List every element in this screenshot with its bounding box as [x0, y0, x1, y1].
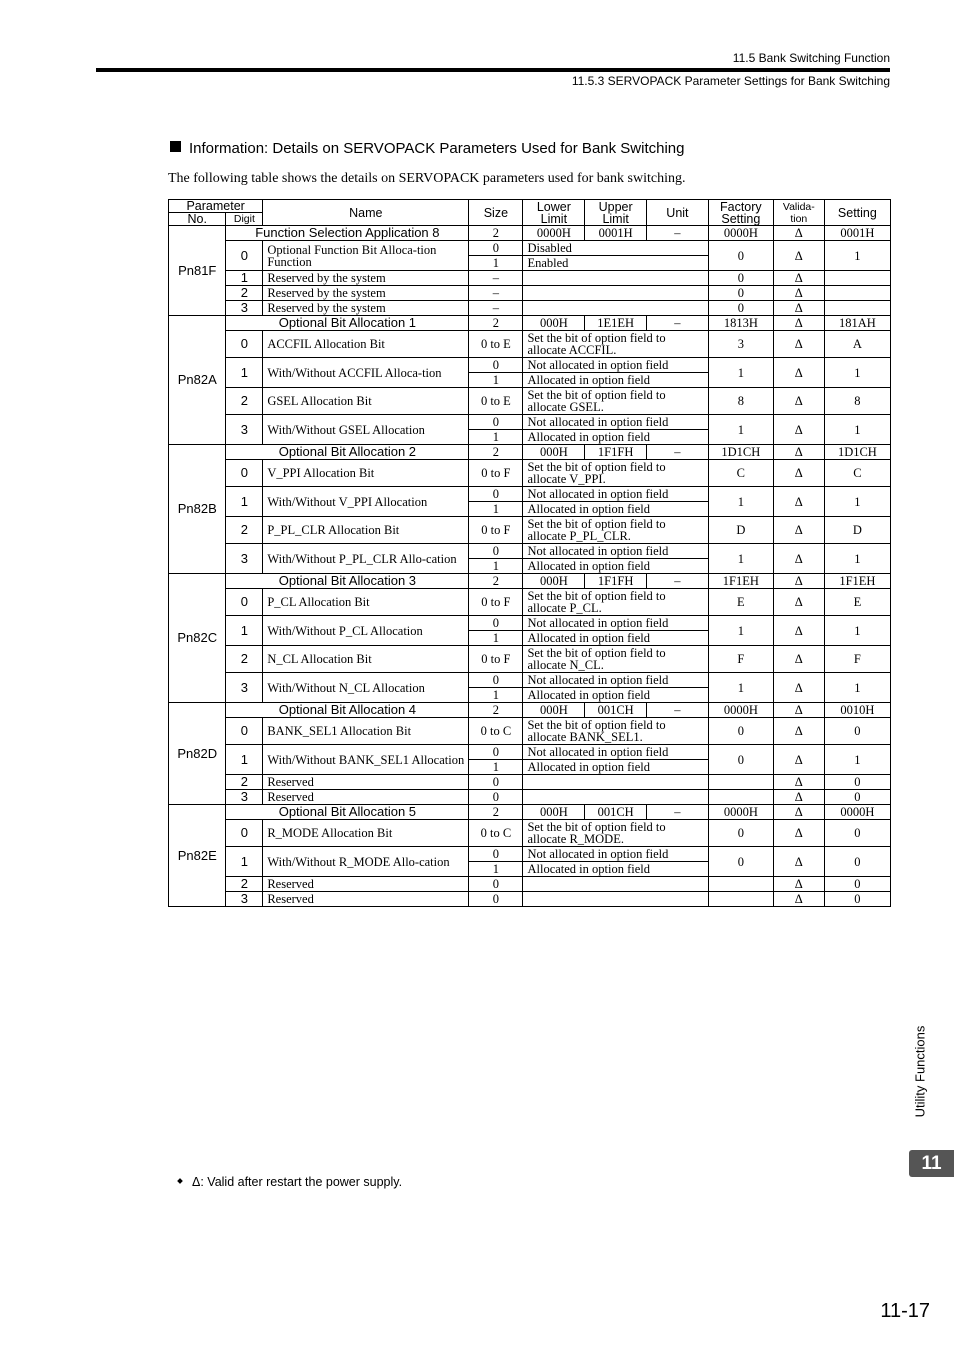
digit-factory: [708, 892, 773, 907]
digit-no: 1: [226, 358, 263, 388]
digit-factory: 1: [708, 616, 773, 646]
diamond-bullet-icon: [177, 1178, 183, 1184]
param-setting: 181AH: [824, 316, 890, 331]
param-name: Optional Bit Allocation 1: [226, 316, 469, 331]
param-no: Pn81F: [169, 226, 226, 316]
digit-factory: 1: [708, 358, 773, 388]
value-description: Not allocated in option field: [523, 673, 708, 688]
value-description: [523, 892, 708, 907]
value-code: 1: [469, 862, 523, 877]
value-description: [523, 790, 708, 805]
param-unit: –: [647, 445, 709, 460]
param-lower: 000H: [523, 805, 585, 820]
footnote-text: Δ: Valid after restart the power supply.: [192, 1175, 403, 1189]
digit-name: R_MODE Allocation Bit: [263, 820, 469, 847]
value-description: Allocated in option field: [523, 631, 708, 646]
value-code: 0: [469, 847, 523, 862]
digit-factory: 0: [708, 241, 773, 271]
header-validation: Valida-tion: [773, 200, 824, 226]
value-code: 0 to E: [469, 331, 523, 358]
digit-name: BANK_SEL1 Allocation Bit: [263, 718, 469, 745]
digit-no: 1: [226, 847, 263, 877]
footnote: [178, 1175, 402, 1189]
digit-setting: 0: [824, 790, 890, 805]
header-digit: Digit: [226, 213, 263, 226]
header-setting: Setting: [824, 200, 890, 226]
value-description: Set the bit of option field to allocate P_PL_CLR.: [523, 517, 708, 544]
value-description: Enabled: [523, 256, 708, 271]
param-upper: 1E1EH: [585, 316, 647, 331]
table-row: [169, 877, 891, 892]
param-size: 2: [469, 574, 523, 589]
digit-validation: Δ: [773, 892, 824, 907]
param-name: Optional Bit Allocation 2: [226, 445, 469, 460]
value-code: –: [469, 271, 523, 286]
digit-name: Reserved: [263, 790, 469, 805]
digit-validation: Δ: [773, 673, 824, 703]
digit-setting: 1: [824, 745, 890, 775]
digit-factory: [708, 877, 773, 892]
digit-setting: 0: [824, 775, 890, 790]
digit-name: With/Without BANK_SEL1 Allocation: [263, 745, 469, 775]
value-code: 0 to C: [469, 718, 523, 745]
digit-factory: 1: [708, 544, 773, 574]
value-code: 0: [469, 790, 523, 805]
digit-factory: 0: [708, 286, 773, 301]
value-code: 0: [469, 877, 523, 892]
value-description: Allocated in option field: [523, 502, 708, 517]
table-row: [169, 415, 891, 430]
digit-factory: [708, 790, 773, 805]
param-setting: 0000H: [824, 805, 890, 820]
digit-setting: 1: [824, 241, 890, 271]
digit-no: 2: [226, 877, 263, 892]
digit-no: 3: [226, 544, 263, 574]
digit-factory: 0: [708, 820, 773, 847]
digit-setting: 1: [824, 415, 890, 445]
param-size: 2: [469, 316, 523, 331]
chapter-tab: 11: [909, 1150, 954, 1177]
digit-setting: A: [824, 331, 890, 358]
digit-name: With/Without ACCFIL Alloca-tion: [263, 358, 469, 388]
digit-validation: Δ: [773, 517, 824, 544]
digit-name: Reserved by the system: [263, 301, 469, 316]
param-no: Pn82A: [169, 316, 226, 445]
digit-validation: Δ: [773, 775, 824, 790]
digit-name: Reserved: [263, 775, 469, 790]
param-upper: 001CH: [585, 703, 647, 718]
table-row: [169, 301, 891, 316]
header-size: Size: [469, 200, 523, 226]
digit-no: 0: [226, 820, 263, 847]
digit-setting: [824, 271, 890, 286]
digit-validation: Δ: [773, 487, 824, 517]
digit-validation: Δ: [773, 415, 824, 445]
table-row: [169, 316, 891, 331]
value-code: –: [469, 286, 523, 301]
param-size: 2: [469, 445, 523, 460]
digit-validation: Δ: [773, 877, 824, 892]
param-lower: 000H: [523, 703, 585, 718]
square-bullet-icon: [170, 141, 181, 152]
subsection-header: 11.5.3 SERVOPACK Parameter Settings for Bank Switching: [571, 74, 890, 88]
param-setting: 1F1EH: [824, 574, 890, 589]
value-description: [523, 271, 708, 286]
value-description: Not allocated in option field: [523, 544, 708, 559]
table-row: [169, 616, 891, 631]
digit-name: With/Without V_PPI Allocation: [263, 487, 469, 517]
digit-no: 0: [226, 589, 263, 616]
table-row: [169, 892, 891, 907]
digit-setting: 1: [824, 487, 890, 517]
param-factory: 1D1CH: [708, 445, 773, 460]
digit-validation: Δ: [773, 745, 824, 775]
param-upper: 0001H: [585, 226, 647, 241]
digit-validation: Δ: [773, 460, 824, 487]
digit-validation: Δ: [773, 820, 824, 847]
digit-no: 3: [226, 892, 263, 907]
value-code: 1: [469, 502, 523, 517]
digit-name: Optional Function Bit Alloca-tion Function: [263, 241, 469, 271]
value-code: 0 to F: [469, 517, 523, 544]
param-validation: Δ: [773, 805, 824, 820]
value-code: 1: [469, 256, 523, 271]
digit-setting: C: [824, 460, 890, 487]
digit-name: With/Without GSEL Allocation: [263, 415, 469, 445]
digit-factory: 0: [708, 271, 773, 286]
digit-name: Reserved: [263, 892, 469, 907]
value-code: 0: [469, 745, 523, 760]
value-description: Allocated in option field: [523, 760, 708, 775]
value-description: [523, 301, 708, 316]
digit-validation: Δ: [773, 718, 824, 745]
digit-setting: 0: [824, 718, 890, 745]
digit-validation: Δ: [773, 544, 824, 574]
param-upper: 001CH: [585, 805, 647, 820]
param-lower: 000H: [523, 574, 585, 589]
param-setting: 0010H: [824, 703, 890, 718]
digit-no: 3: [226, 673, 263, 703]
param-name: Function Selection Application 8: [226, 226, 469, 241]
digit-validation: Δ: [773, 790, 824, 805]
param-no: Pn82B: [169, 445, 226, 574]
param-validation: Δ: [773, 445, 824, 460]
side-chapter-label-text: Utility Functions: [912, 1025, 928, 1118]
table-row: [169, 331, 891, 358]
table-row: [169, 388, 891, 415]
header-name: Name: [263, 200, 469, 226]
value-description: Allocated in option field: [523, 862, 708, 877]
header-upper-limit: Upper Limit: [585, 200, 647, 226]
header-unit: Unit: [647, 200, 709, 226]
param-upper: 1F1FH: [585, 574, 647, 589]
digit-factory: [708, 775, 773, 790]
param-validation: Δ: [773, 226, 824, 241]
value-code: 0: [469, 673, 523, 688]
digit-validation: Δ: [773, 241, 824, 271]
param-upper: 1F1FH: [585, 445, 647, 460]
table-row: [169, 673, 891, 688]
table-row: [169, 517, 891, 544]
header-no: No.: [169, 213, 226, 226]
digit-no: 1: [226, 271, 263, 286]
value-description: Set the bit of option field to allocate GSEL.: [523, 388, 708, 415]
digit-no: 3: [226, 790, 263, 805]
param-validation: Δ: [773, 703, 824, 718]
value-description: [523, 286, 708, 301]
value-description: [523, 775, 708, 790]
digit-factory: 0: [708, 301, 773, 316]
value-code: 0: [469, 241, 523, 256]
param-validation: Δ: [773, 316, 824, 331]
digit-name: Reserved: [263, 877, 469, 892]
value-description: Disabled: [523, 241, 708, 256]
value-code: 0 to F: [469, 646, 523, 673]
digit-validation: Δ: [773, 847, 824, 877]
param-size: 2: [469, 703, 523, 718]
table-row: [169, 775, 891, 790]
value-code: 0: [469, 775, 523, 790]
param-factory: 1F1EH: [708, 574, 773, 589]
table-row: [169, 544, 891, 559]
digit-setting: 1: [824, 544, 890, 574]
table-row: [169, 574, 891, 589]
digit-validation: Δ: [773, 331, 824, 358]
digit-no: 3: [226, 415, 263, 445]
digit-no: 1: [226, 616, 263, 646]
side-chapter-label: [910, 1022, 930, 1126]
param-factory: 1813H: [708, 316, 773, 331]
digit-no: 2: [226, 517, 263, 544]
digit-no: 2: [226, 646, 263, 673]
digit-validation: Δ: [773, 589, 824, 616]
value-description: Not allocated in option field: [523, 487, 708, 502]
digit-validation: Δ: [773, 286, 824, 301]
table-row: [169, 226, 891, 241]
value-description: [523, 877, 708, 892]
table-row: [169, 790, 891, 805]
param-name: Optional Bit Allocation 3: [226, 574, 469, 589]
digit-setting: 1: [824, 358, 890, 388]
value-code: 0 to F: [469, 589, 523, 616]
digit-factory: E: [708, 589, 773, 616]
table-row: [169, 445, 891, 460]
table-row: [169, 241, 891, 256]
parameter-table: [168, 199, 891, 907]
table-row: [169, 271, 891, 286]
table-row: [169, 460, 891, 487]
digit-setting: D: [824, 517, 890, 544]
digit-setting: 0: [824, 877, 890, 892]
table-row: [169, 847, 891, 862]
digit-name: P_CL Allocation Bit: [263, 589, 469, 616]
header-lower-limit: Lower Limit: [523, 200, 585, 226]
value-description: Allocated in option field: [523, 559, 708, 574]
digit-validation: Δ: [773, 301, 824, 316]
digit-no: 2: [226, 286, 263, 301]
value-code: 0: [469, 892, 523, 907]
value-code: 0: [469, 358, 523, 373]
digit-name: With/Without P_CL Allocation: [263, 616, 469, 646]
param-lower: 000H: [523, 445, 585, 460]
value-description: Allocated in option field: [523, 430, 708, 445]
digit-setting: 0: [824, 892, 890, 907]
table-header-row: [169, 200, 891, 213]
table-row: [169, 820, 891, 847]
digit-setting: 8: [824, 388, 890, 415]
digit-validation: Δ: [773, 358, 824, 388]
param-setting: 0001H: [824, 226, 890, 241]
value-code: 0: [469, 487, 523, 502]
value-code: 0: [469, 415, 523, 430]
intro-paragraph: The following table shows the details on SERVOPACK parameters used for bank switching.: [168, 171, 686, 186]
digit-name: V_PPI Allocation Bit: [263, 460, 469, 487]
table-row: [169, 358, 891, 373]
param-no: Pn82E: [169, 805, 226, 907]
value-description: Not allocated in option field: [523, 415, 708, 430]
section-title-text: Information: Details on SERVOPACK Parameters Used for Bank Switching: [189, 140, 685, 157]
page-number: 11-17: [880, 1300, 930, 1322]
digit-no: 2: [226, 388, 263, 415]
digit-factory: D: [708, 517, 773, 544]
param-no: Pn82C: [169, 574, 226, 703]
param-factory: 0000H: [708, 805, 773, 820]
value-code: 0: [469, 544, 523, 559]
value-code: 0 to E: [469, 388, 523, 415]
param-no: Pn82D: [169, 703, 226, 805]
digit-factory: C: [708, 460, 773, 487]
digit-no: 1: [226, 487, 263, 517]
digit-factory: F: [708, 646, 773, 673]
value-description: Not allocated in option field: [523, 745, 708, 760]
value-description: Not allocated in option field: [523, 358, 708, 373]
value-code: –: [469, 301, 523, 316]
value-description: Set the bit of option field to allocate P_CL.: [523, 589, 708, 616]
digit-name: GSEL Allocation Bit: [263, 388, 469, 415]
param-name: Optional Bit Allocation 4: [226, 703, 469, 718]
digit-factory: 0: [708, 847, 773, 877]
digit-setting: 1: [824, 673, 890, 703]
param-factory: 0000H: [708, 703, 773, 718]
digit-setting: [824, 301, 890, 316]
digit-name: P_PL_CLR Allocation Bit: [263, 517, 469, 544]
value-code: 1: [469, 631, 523, 646]
value-description: Set the bit of option field to allocate N_CL.: [523, 646, 708, 673]
value-code: 1: [469, 430, 523, 445]
digit-name: ACCFIL Allocation Bit: [263, 331, 469, 358]
table-row: [169, 286, 891, 301]
table-row: [169, 745, 891, 760]
header-factory-setting: Factory Setting: [708, 200, 773, 226]
section-title: [170, 140, 685, 157]
table-row: [169, 589, 891, 616]
digit-no: 1: [226, 745, 263, 775]
value-code: 0 to F: [469, 460, 523, 487]
param-unit: –: [647, 805, 709, 820]
table-row: [169, 805, 891, 820]
param-size: 2: [469, 226, 523, 241]
param-size: 2: [469, 805, 523, 820]
param-unit: –: [647, 226, 709, 241]
digit-setting: F: [824, 646, 890, 673]
digit-name: Reserved by the system: [263, 271, 469, 286]
header-rule: [96, 68, 890, 72]
table-row: [169, 487, 891, 502]
table-body: [169, 226, 891, 907]
value-code: 1: [469, 760, 523, 775]
digit-factory: 0: [708, 745, 773, 775]
value-code: 1: [469, 373, 523, 388]
value-description: Set the bit of option field to allocate ACCFIL.: [523, 331, 708, 358]
digit-setting: 0: [824, 820, 890, 847]
param-unit: –: [647, 574, 709, 589]
param-lower: 000H: [523, 316, 585, 331]
value-code: 0 to C: [469, 820, 523, 847]
digit-validation: Δ: [773, 271, 824, 286]
section-header: 11.5 Bank Switching Function: [732, 51, 890, 65]
table-row: [169, 718, 891, 745]
digit-no: 0: [226, 241, 263, 271]
digit-name: Reserved by the system: [263, 286, 469, 301]
value-code: 0: [469, 616, 523, 631]
value-description: Set the bit of option field to allocate R_MODE.: [523, 820, 708, 847]
digit-factory: 1: [708, 487, 773, 517]
header-parameter: Parameter: [169, 200, 263, 213]
digit-validation: Δ: [773, 616, 824, 646]
digit-validation: Δ: [773, 388, 824, 415]
value-description: Not allocated in option field: [523, 616, 708, 631]
value-description: Not allocated in option field: [523, 847, 708, 862]
value-description: Allocated in option field: [523, 688, 708, 703]
digit-setting: 0: [824, 847, 890, 877]
digit-no: 3: [226, 301, 263, 316]
digit-name: With/Without P_PL_CLR Allo-cation: [263, 544, 469, 574]
table-row: [169, 703, 891, 718]
digit-setting: 1: [824, 616, 890, 646]
digit-setting: [824, 286, 890, 301]
value-code: 1: [469, 559, 523, 574]
digit-no: 0: [226, 718, 263, 745]
value-code: 1: [469, 688, 523, 703]
digit-factory: 8: [708, 388, 773, 415]
digit-no: 0: [226, 460, 263, 487]
digit-factory: 3: [708, 331, 773, 358]
param-unit: –: [647, 703, 709, 718]
param-factory: 0000H: [708, 226, 773, 241]
digit-name: N_CL Allocation Bit: [263, 646, 469, 673]
param-unit: –: [647, 316, 709, 331]
digit-validation: Δ: [773, 646, 824, 673]
value-description: Set the bit of option field to allocate V_PPI.: [523, 460, 708, 487]
digit-name: With/Without N_CL Allocation: [263, 673, 469, 703]
value-description: Set the bit of option field to allocate BANK_SEL1.: [523, 718, 708, 745]
table-row: [169, 646, 891, 673]
param-name: Optional Bit Allocation 5: [226, 805, 469, 820]
param-lower: 0000H: [523, 226, 585, 241]
value-description: Allocated in option field: [523, 373, 708, 388]
digit-setting: E: [824, 589, 890, 616]
digit-name: With/Without R_MODE Allo-cation: [263, 847, 469, 877]
param-setting: 1D1CH: [824, 445, 890, 460]
digit-factory: 1: [708, 673, 773, 703]
digit-no: 0: [226, 331, 263, 358]
digit-no: 2: [226, 775, 263, 790]
digit-factory: 0: [708, 718, 773, 745]
digit-factory: 1: [708, 415, 773, 445]
param-validation: Δ: [773, 574, 824, 589]
